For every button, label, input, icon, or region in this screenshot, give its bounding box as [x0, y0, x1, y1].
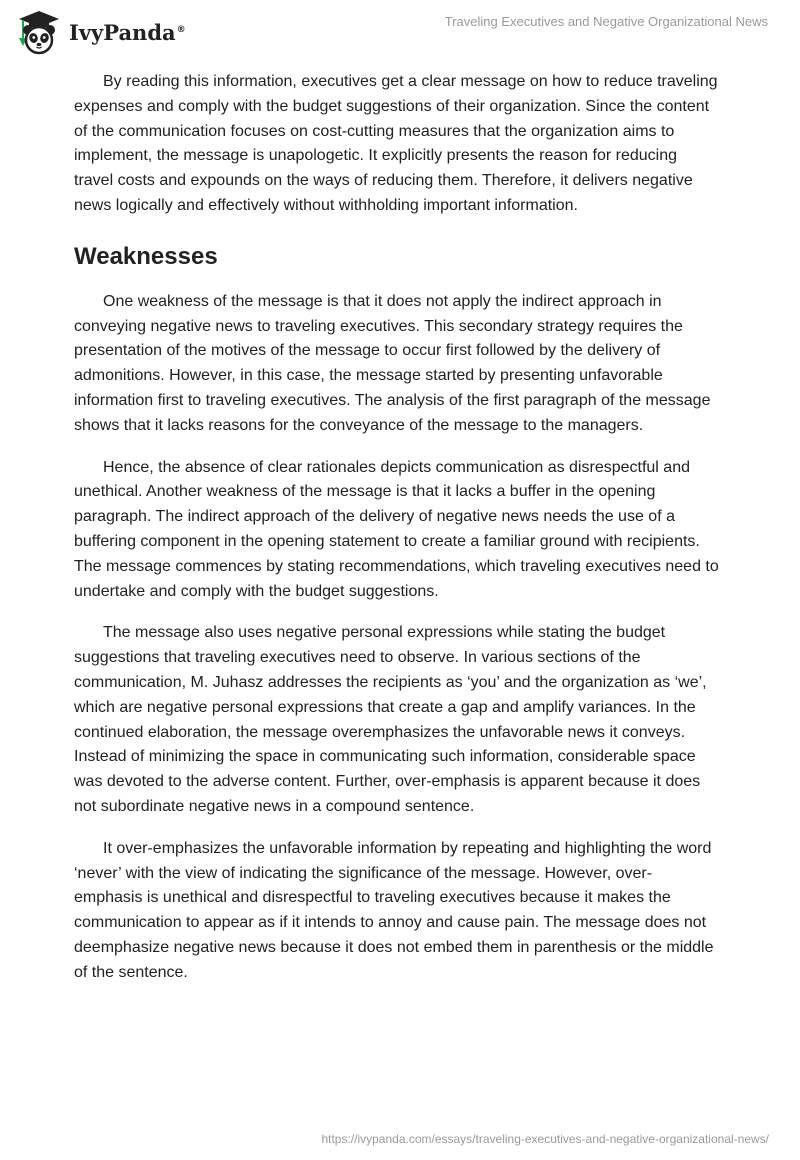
running-title: Traveling Executives and Negative Organizational News [444, 14, 768, 29]
registered-mark: ® [176, 24, 186, 35]
essay-content [74, 70, 720, 1003]
panda-graduate-icon [14, 8, 64, 58]
paragraph: By reading this information, executives get a clear message on how to reduce traveling expenses and comply with the budget suggestions of their organization. Since the content of the communication focuses on cost-cutting measures that the organization aims to implement, the message is unapologetic. It explicitly presents the reason for reducing travel costs and expounds on the ways of reducing them. Therefore, it delivers negative news logically and effectively without withholding important information. [74, 73, 718, 214]
page-header [0, 0, 800, 64]
logo-wordmark: IvyPanda® [69, 19, 186, 45]
source-url-link[interactable]: https://ivypanda.com/essays/traveling-executives-and-negative-organizational-news/ [321, 1132, 769, 1146]
paragraph: The message also uses negative personal expressions while stating the budget suggestions that traveling executives need to observe. In various sections of the communication, M. Juhasz addresses the recipients as ‘you’ and the organization as ‘we’, which are negative personal expressions that create a gap and amplify variances. In the continued elaboration, the message overemphasizes the unfavorable news it conveys. Instead of minimizing the space in communicating such information, considerable space was devoted to the adverse content. Further, over-emphasis is apparent because it does not subordinate negative news in a compound sentence. [74, 624, 707, 815]
paragraph: Hence, the absence of clear rationales depicts communication as disrespectful and unethical. Another weakness of the message is that it lacks a buffer in the opening paragraph. The indirect approach of the delivery of negative news needs the use of a buffering component in the opening statement to create a familiar ground with recipients. The message commences by stating recommendations, which traveling executives need to undertake and comply with the budget suggestions. [74, 458, 719, 600]
section-heading-weaknesses: Weaknesses [74, 242, 218, 270]
paragraph: One weakness of the message is that it does not apply the indirect approach in conveying negative news to traveling executives. This secondary strategy requires the presentation of the motives of the message to occur first followed by the delivery of admonitions. However, in this case, the message started by presenting unfavorable information first to traveling executives. The analysis of the first paragraph of the message shows that it lacks reasons for the conveyance of the message to the managers. [74, 292, 711, 434]
ivypanda-logo[interactable] [14, 8, 186, 58]
paragraph: It over-emphasizes the unfavorable information by repeating and highlighting the word ‘never’ with the view of indicating the significance of the message. However, over-emphasis is unethical and disrespectful to traveling executives because it makes the communication to appear as if it intends to annoy and cause pain. The message does not deemphasize negative news because it does not embed them in parenthesis or the middle of the sentence. [74, 839, 714, 981]
